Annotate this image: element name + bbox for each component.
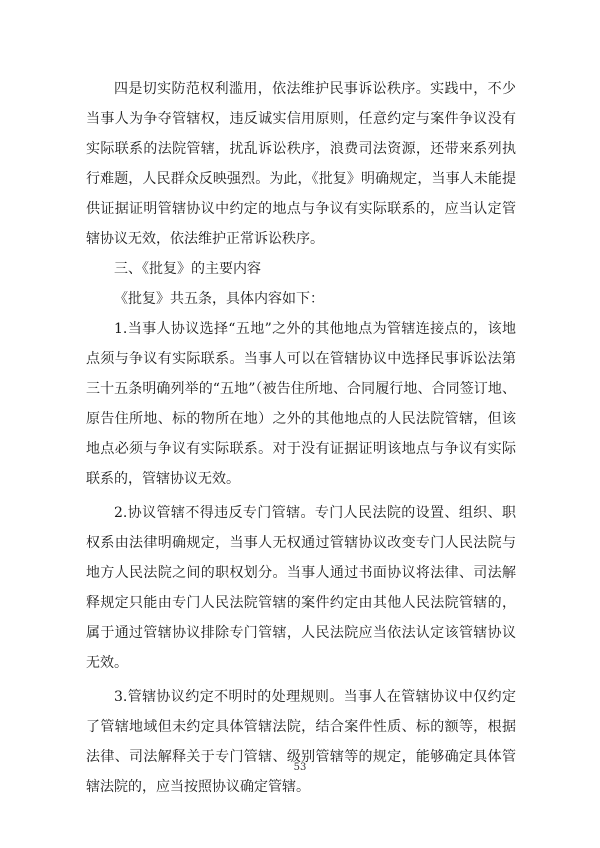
paragraph-item-1: 1.当事人协议选择“五地”之外的其他地点为管辖连接点的，该地点须与争议有实际联系。当事人可以在管辖协议中选择民事诉讼法第三十五条明确列举的“五地”（被告住所地、合同履行地、合同签订地、原告住所地、标的物所在地）之外的其他地点的人民法院管辖，但该地点必须与争议有实际联系。对于没有证据证明该地点与争议有实际联系的，管辖协议无效。	[86, 321, 516, 487]
document-body	[86, 74, 516, 802]
paragraph-item-2: 2.协议管辖不得违反专门管辖。专门人民法院的设置、组织、职权系由法律明确规定，当事人无权通过管辖协议改变专门人民法院与地方人民法院之间的职权划分。当事人通过书面协议将法律、司法解释规定只能由专门人民法院管辖的案件约定由其他人民法院管辖的，属于通过管辖协议排除专门管辖，人民法院应当依法认定该管辖协议无效。	[86, 505, 516, 671]
section-heading-main-content: 三、《批复》的主要内容	[114, 261, 261, 277]
paragraph-item-3: 3.管辖协议约定不明时的处理规则。当事人在管辖协议中仅约定了管辖地域但未约定具体管辖法院，结合案件性质、标的额等，根据法律、司法解释关于专门管辖、级别管辖等的规定，能够确定具体管辖法院的，应当按照协议确定管辖。	[86, 689, 516, 795]
paragraph-overview: 《批复》共五条，具体内容如下：	[114, 291, 324, 307]
paragraph-principle-four: 四是切实防范权利滥用，依法维护民事诉讼秩序。实践中，不少当事人为争夺管辖权，违反诚实信用原则，任意约定与案件争议没有实际联系的法院管辖，扰乱诉讼秩序，浪费司法资源，还带来系列执行难题，人民群众反映强烈。为此，《批复》明确规定，当事人未能提供证据证明管辖协议中约定的地点与争议有实际联系的，应当认定管辖协议无效，依法维护正常诉讼秩序。	[86, 81, 516, 247]
page-number: 53	[293, 762, 307, 773]
